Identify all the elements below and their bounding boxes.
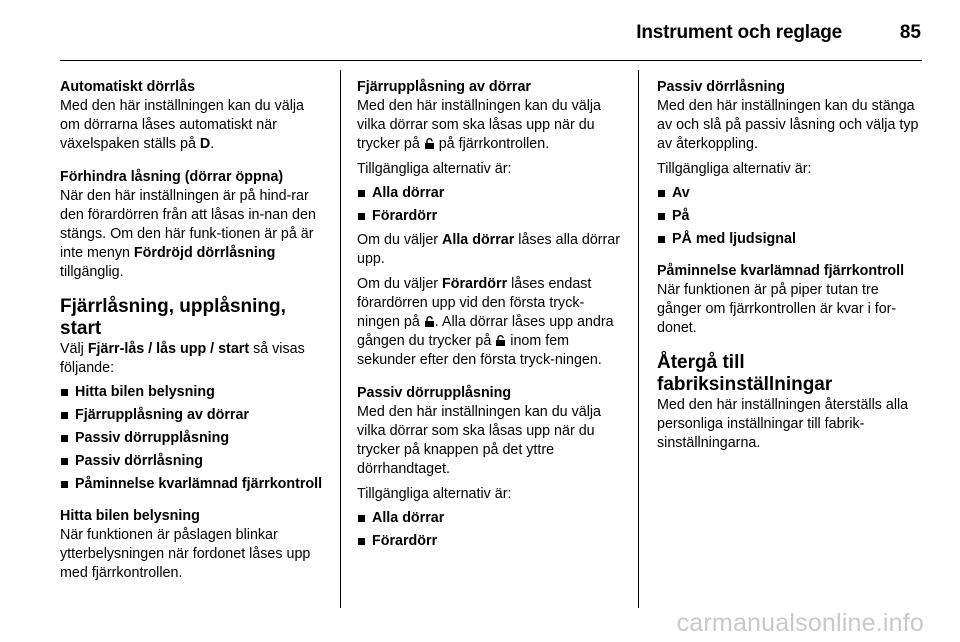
list-item: På: [657, 208, 923, 225]
list-item: Alla dörrar: [357, 510, 625, 527]
reset-section: [657, 352, 923, 453]
option-list: [357, 510, 625, 550]
watermark: carmanualsonline.info: [676, 609, 924, 637]
page-title: Instrument och reglage: [636, 22, 842, 43]
list-item: Förardörr: [357, 208, 625, 225]
list-item: Fjärrupplåsning av dörrar: [60, 407, 326, 424]
available-label: Tillgängliga alternativ är:: [657, 161, 812, 177]
unlock-icon: [495, 335, 506, 346]
list-item: Passiv dörrlåsning: [60, 453, 326, 470]
option-name: Alla dörrar: [442, 232, 515, 248]
column-1: [60, 78, 326, 597]
section-heading: Hitta bilen belysning: [60, 508, 200, 524]
passive-lock-section: [657, 78, 923, 248]
option-list: [357, 185, 625, 225]
section-heading: Fjärrupplåsning av dörrar: [357, 79, 531, 95]
unlock-icon: [424, 138, 435, 149]
section-heading: Automatiskt dörrlås: [60, 79, 196, 95]
remote-section: [60, 296, 326, 493]
text-fragment: låses endast förardörren upp vid den första tryck-ningen på: [357, 276, 592, 330]
list-item: Passiv dörrupplåsning: [60, 430, 326, 447]
section-text: Med den här inställningen kan du stänga av och slå på passiv låsning och välja typ av återkoppling.: [657, 98, 919, 152]
option-list: [60, 384, 326, 493]
column-3: [657, 78, 923, 467]
available-label: Tillgängliga alternativ är:: [357, 161, 512, 177]
menu-name: Fördröjd dörrlåsning: [133, 245, 276, 261]
section-heading: Förhindra låsning (dörrar öppna): [60, 169, 284, 185]
text-fragment: . Alla dörrar låses upp andra gången du trycker på: [357, 314, 614, 349]
section-heading: Påminnelse kvarlämnad fjärrkontroll: [657, 263, 905, 279]
menu-name: Fjärr-lås / lås upp / start: [87, 341, 250, 357]
section-text: Med den här inställningen kan du välja vilka dörrar som ska låsas upp när du trycker på knappen på det yttre dörrhandtaget.: [357, 404, 602, 477]
text-fragment: inom fem sekunder efter den första tryck-ningen.: [357, 333, 602, 368]
section-text: Med den här inställningen kan du välja vilka dörrar som ska låsas upp när du trycker på: [357, 98, 602, 152]
option-list: [657, 185, 923, 248]
list-item: Av: [657, 185, 923, 202]
text-fragment: Välj: [60, 341, 88, 357]
header-rule: [60, 60, 922, 61]
prevent-lock-section: [60, 168, 326, 282]
text-fragment: låses alla dörrar upp.: [357, 232, 621, 267]
option-name: Förardörr: [442, 276, 508, 292]
gear-d-label: D: [199, 136, 211, 152]
page-header: [0, 0, 960, 62]
section-text: Med den här inställningen återställs alla personliga inställningar till fabrik-sinställningarna.: [657, 397, 909, 451]
paragraph: [357, 275, 625, 370]
section-text: När funktionen är på piper tutan tre gånger om fjärrkontrollen är kvar i for-donet.: [657, 282, 897, 336]
page-number: 85: [899, 22, 921, 43]
reminder-section: [657, 262, 923, 338]
section-text: på fjärrkontrollen.: [434, 136, 550, 152]
list-item: Påminnelse kvarlämnad fjärrkontroll: [60, 476, 326, 493]
text-fragment: Om du väljer: [357, 232, 443, 248]
punctuation: .: [210, 136, 215, 152]
list-item: Alla dörrar: [357, 185, 625, 202]
column-divider: [340, 70, 341, 608]
passive-unlock-section: [357, 384, 625, 550]
subsection-heading: Fjärrlåsning, upplåsning, start: [60, 296, 286, 339]
text-fragment: Om du väljer: [357, 276, 443, 292]
find-car-section: [60, 507, 326, 583]
section-text: När den här inställningen är på hind-rar den förardörren från att låsas in-nan den stängs. Om den här funk-tionen är på är inte menyn: [60, 188, 316, 261]
list-item: PÅ med ljudsignal: [657, 231, 923, 248]
list-item: Hitta bilen belysning: [60, 384, 326, 401]
unlock-icon: [424, 316, 435, 327]
section-text: Med den här inställningen kan du välja om dörrarna låses automatiskt när växelspaken ställs på: [60, 98, 305, 152]
column-divider: [638, 70, 639, 608]
subsection-heading: Återgå till fabriksinställningar: [657, 352, 833, 395]
text-fragment: så visas följande:: [60, 341, 305, 376]
section-text: När funktionen är påslagen blinkar ytterbelysningen när fordonet låses upp med fjärrkontrollen.: [60, 527, 311, 581]
section-text: [60, 340, 326, 378]
list-item: Förardörr: [357, 533, 625, 550]
column-2: [357, 78, 625, 564]
section-text-end: tillgänglig.: [60, 264, 124, 280]
section-heading: Passiv dörrlåsning: [657, 79, 785, 95]
available-label: Tillgängliga alternativ är:: [357, 486, 512, 502]
auto-lock-section: [60, 78, 326, 154]
remote-unlock-section: [357, 78, 625, 370]
section-heading: Passiv dörrupplåsning: [357, 385, 512, 401]
paragraph: [357, 231, 625, 269]
